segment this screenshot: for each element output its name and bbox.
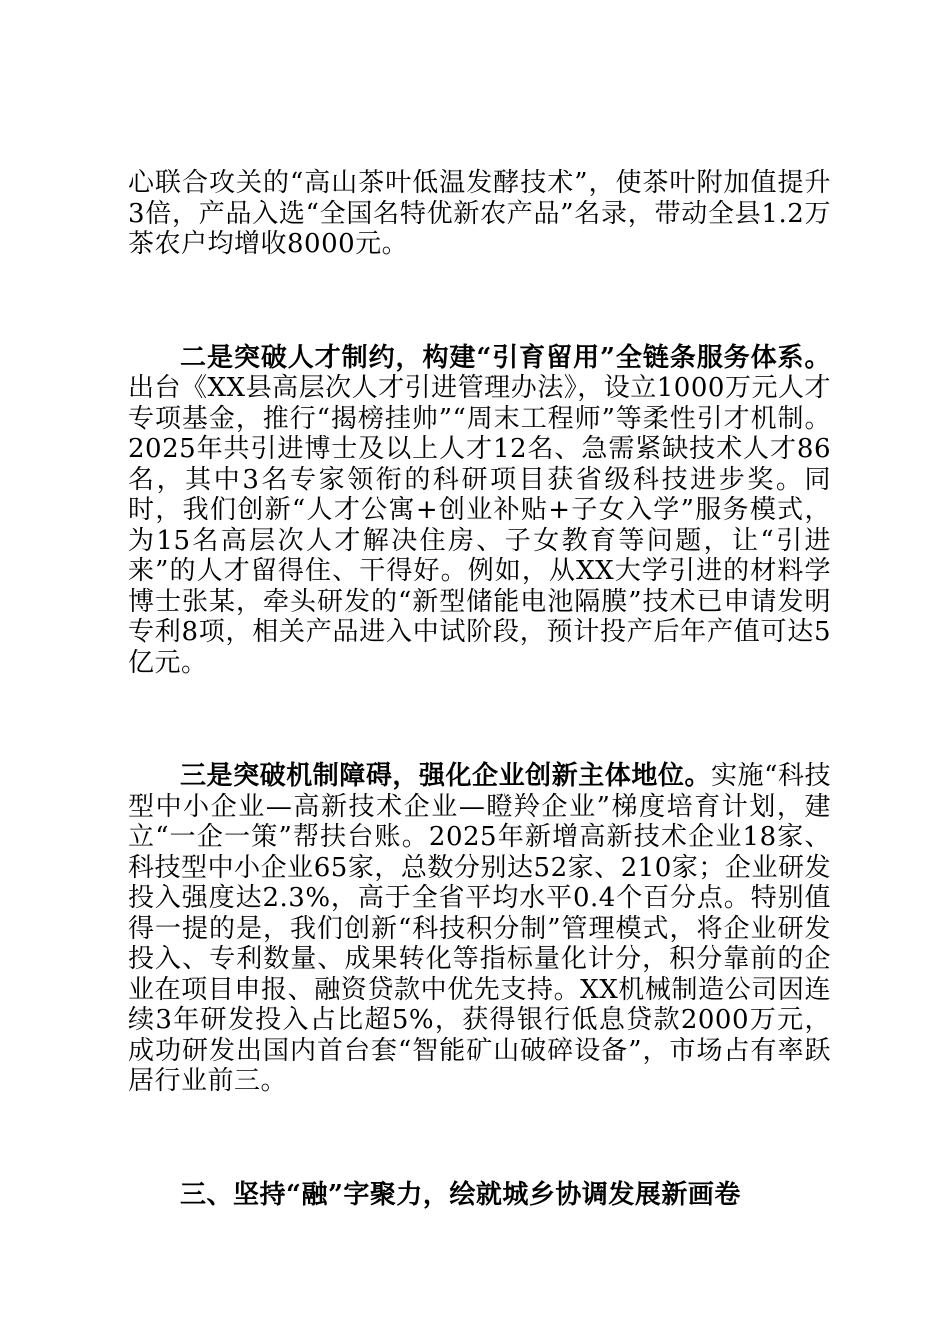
- document-page: [128, 168, 831, 1210]
- paragraph-spacer: [128, 1097, 831, 1180]
- paragraph-spacer: [128, 678, 831, 761]
- paragraph-3-text: 实施“科技型中小企业—高新技术企业—瞪羚企业”梯度培育计划，建立“一企一策”帮扶台账。2025年新增高新技术企业18家、科技型中小企业65家，总数分别达52家、210家；企业研发投入强度达2.3%，高于全省平均水平0.4个百分点。特别值得一提的是，我们创新“科技积分制”管理模式，将企业研发投入、专利数量、成果转化等指标量化计分，积分靠前的企业在项目申报、融资贷款中优先支持。XX机械制造公司因连续3年研发投入占比超5%，获得银行低息贷款2000万元，成功研发出国内首台套“智能矿山破碎设备”，市场占有率跃居行业前三。: [128, 761, 831, 1096]
- paragraph-talent: [128, 343, 831, 679]
- paragraph-2-lead: 二是突破人才制约，构建“引育留用”全链条服务体系。: [180, 342, 831, 373]
- paragraph-enterprise: [128, 761, 831, 1097]
- paragraph-1-text: 心联合攻关的“高山茶叶低温发酵技术”，使茶叶附加值提升3倍，产品入选“全国名特优新农产品”名录，带动全县1.2万茶农户均增收8000元。: [128, 168, 831, 259]
- paragraph-2-text: 出台《XX县高层次人才引进管理办法》，设立1000万元人才专项基金，推行“揭榜挂帅”“周末工程师”等柔性引才机制。2025年共引进博士及以上人才12名、急需紧缺技术人才86名，其中3名专家领衔的科研项目获省级科技进步奖。同时，我们创新“人才公寓+创业补贴+子女入学”服务模式，为15名高层次人才解决住房、子女教育等问题，让“引进来”的人才留得住、干得好。例如，从XX大学引进的材料学博士张某，牵头研发的“新型储能电池隔膜”技术已申请发明专利8项，相关产品进入中试阶段，预计投产后年产值可达5亿元。: [128, 373, 831, 678]
- paragraph-spacer: [128, 260, 831, 343]
- paragraph-3-lead: 三是突破机制障碍，强化企业创新主体地位。: [180, 761, 711, 791]
- section-heading: 三、坚持“融”字聚力，绘就城乡协调发展新画卷: [180, 1179, 741, 1210]
- paragraph-continued: [128, 168, 831, 260]
